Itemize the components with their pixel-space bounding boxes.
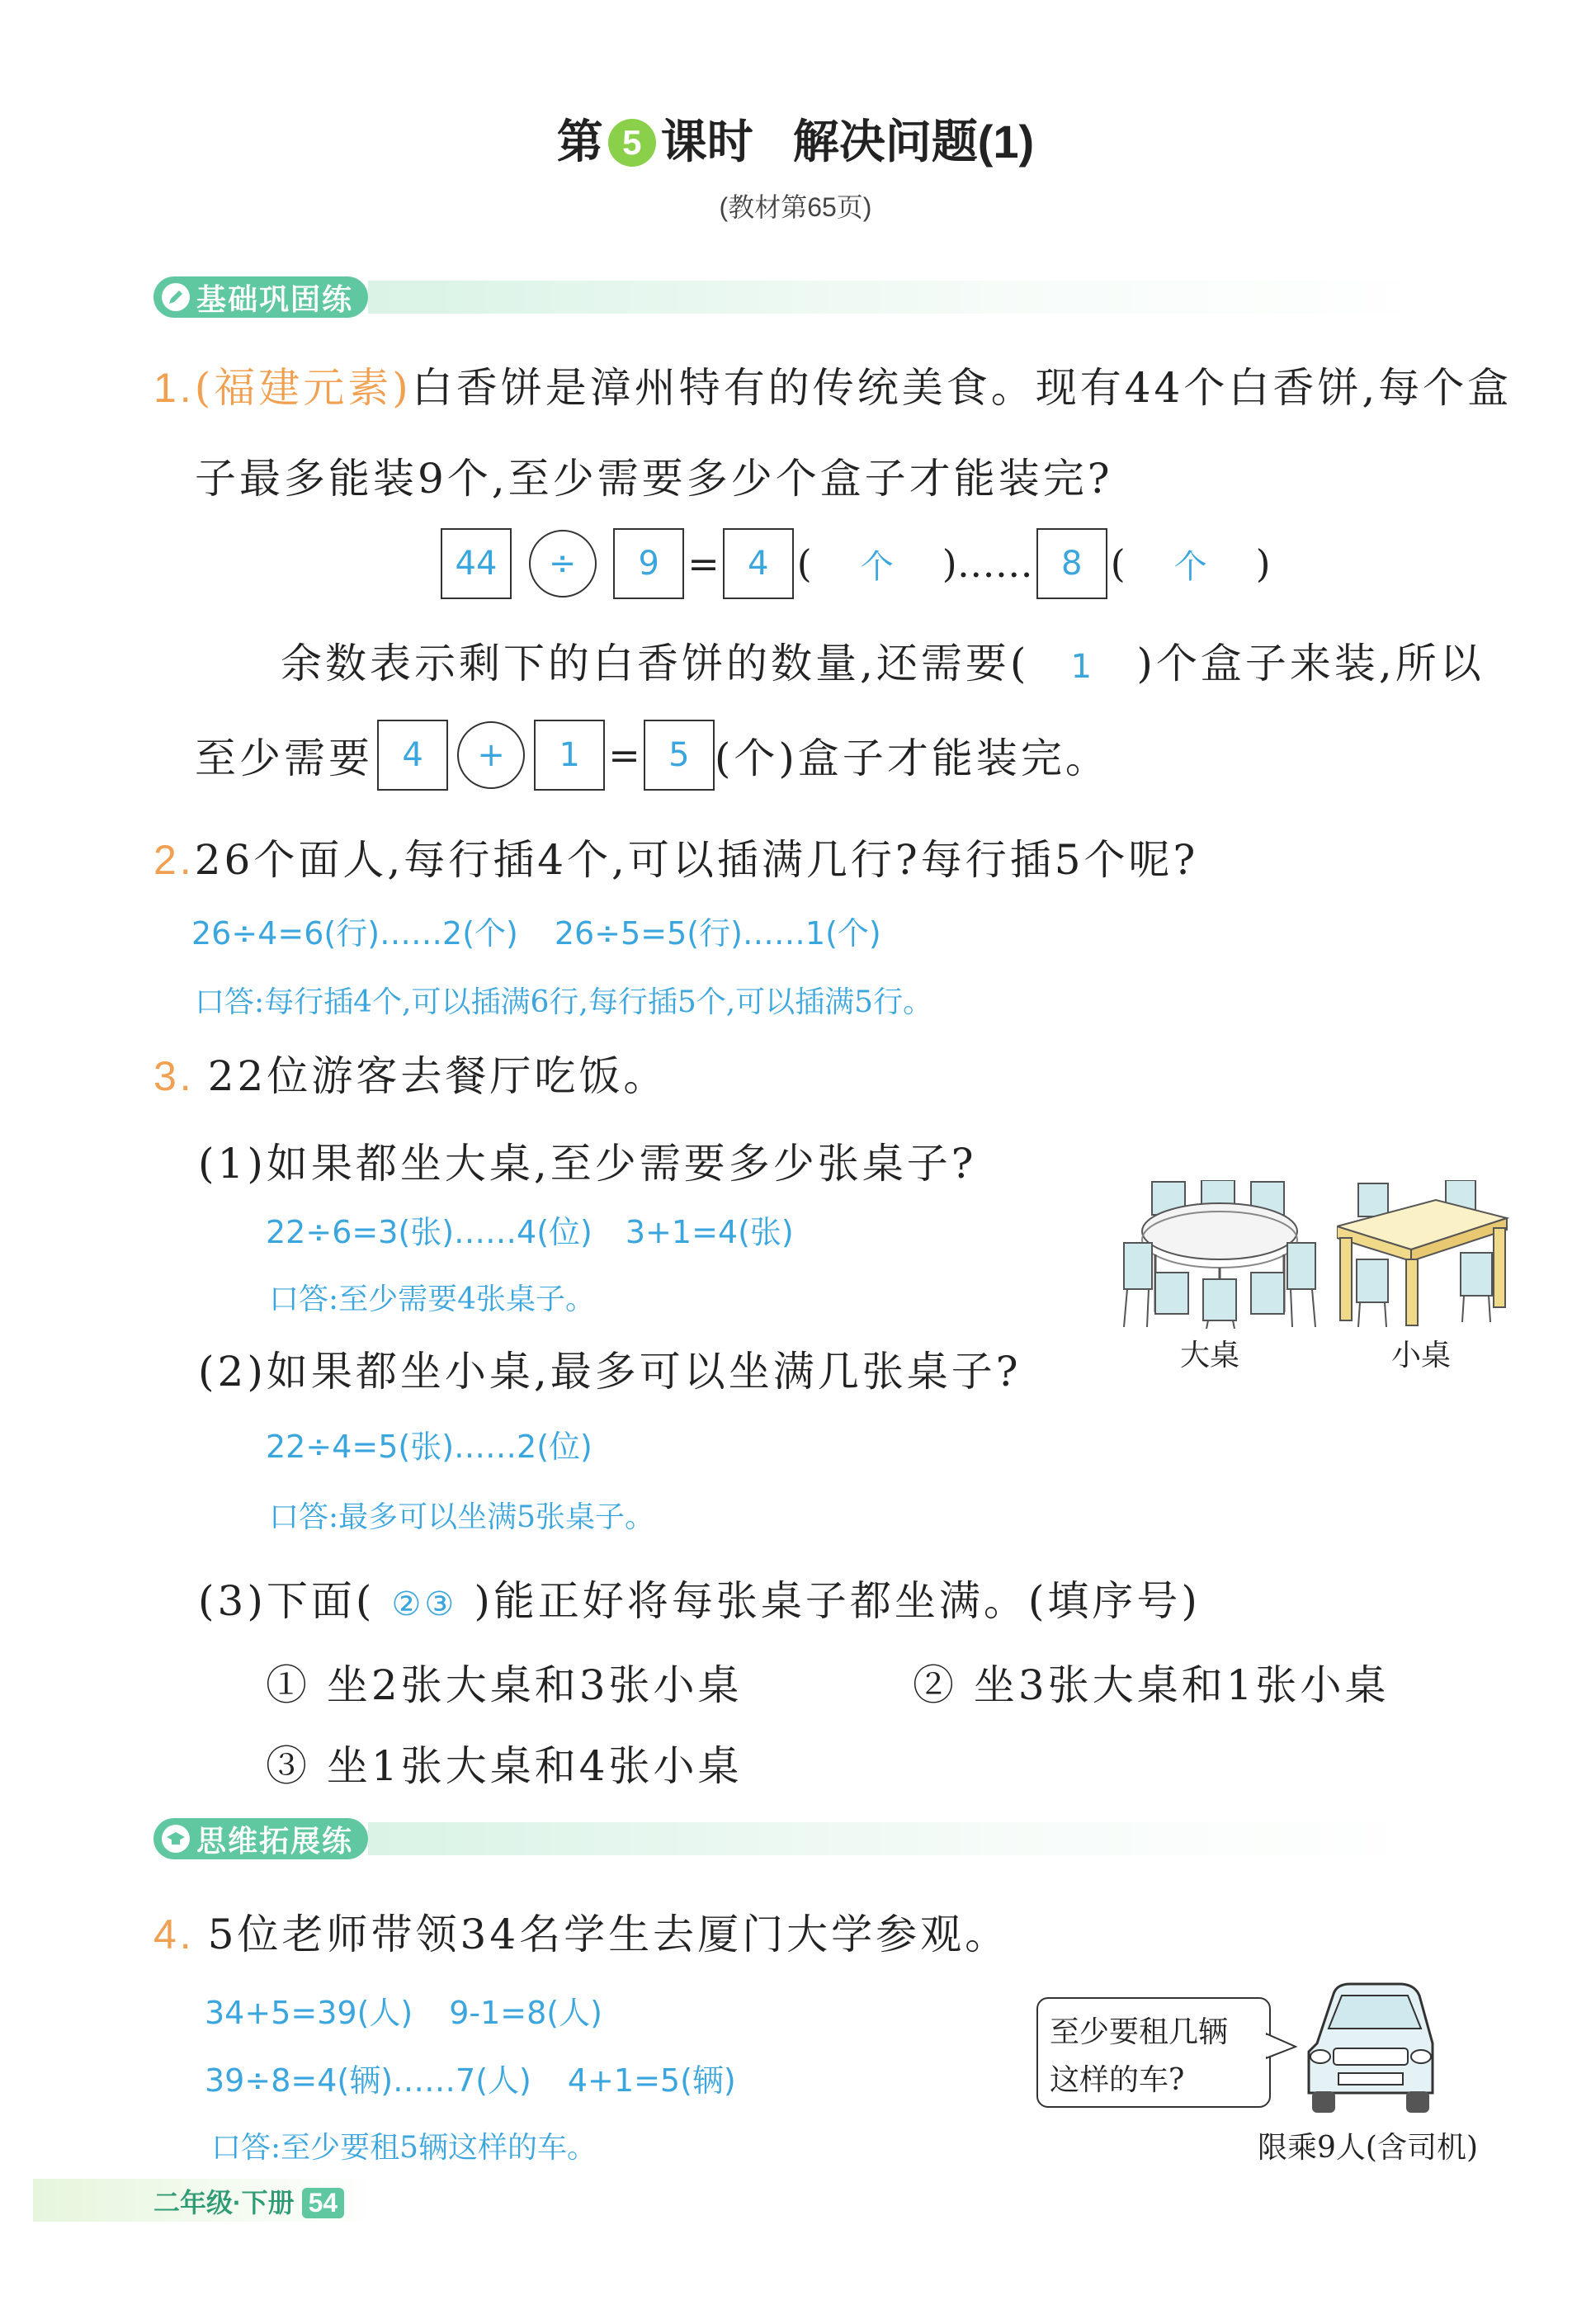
q3-option-3: ③ 坐1张大桌和4张小桌 bbox=[266, 1742, 743, 1790]
q3-part1-answer-1b: 3+1=4(张) bbox=[625, 1214, 794, 1250]
q4-text: 5位老师带领34名学生去厦门大学参观。 bbox=[207, 1911, 1010, 1958]
lesson-number-badge: 5 bbox=[608, 119, 656, 167]
section-banner-basic bbox=[153, 276, 1449, 319]
footer bbox=[153, 2182, 344, 2220]
q3-option-2: ② 坐3张大桌和1张小桌 bbox=[913, 1661, 1390, 1709]
title-lesson-word: 课时 bbox=[660, 116, 753, 168]
speech-bubble-line2: 这样的车? bbox=[1050, 2063, 1185, 2097]
q3-part1: (1)如果都坐大桌,至少需要多少张桌子? bbox=[198, 1140, 977, 1188]
q3-part1-answer-1a: 22÷6=3(张)……4(位) bbox=[266, 1214, 592, 1250]
speech-bubble-line1: 至少要租几辆 bbox=[1050, 2015, 1229, 2049]
section-pill-extension bbox=[153, 1818, 368, 1859]
page-subtitle: (教材第65页) bbox=[719, 192, 872, 222]
q1-eq1-quotient: 4 bbox=[723, 528, 794, 599]
q4-answer-1a: 34+5=39(人) bbox=[205, 1995, 413, 2031]
q1-line3-post: )个盒子来装,所以 bbox=[1136, 640, 1485, 687]
q1-eq1-divisor: 9 bbox=[613, 528, 684, 599]
small-table-label: 小桌 bbox=[1391, 1339, 1452, 1372]
section-label-basic: 基础巩固练 bbox=[196, 282, 354, 317]
big-table-illustration bbox=[1122, 1180, 1317, 1329]
q1-line4-pre: 至少需要 bbox=[195, 735, 373, 782]
q3-option-1: ① 坐2张大桌和3张小桌 bbox=[266, 1661, 743, 1709]
q3-part3-post: )能正好将每张桌子都坐满。(填序号) bbox=[474, 1577, 1201, 1625]
van-illustration bbox=[1301, 1977, 1441, 2118]
q1-number: 1. bbox=[153, 365, 195, 411]
q1-eq2-result: 5 bbox=[644, 720, 715, 791]
q1-eq1-unit2: 个 bbox=[1173, 547, 1207, 586]
footer-grade: 二年级·下册 bbox=[153, 2188, 295, 2218]
q4-answer-2 bbox=[205, 2055, 736, 2100]
q3-part3-pre: (3)下面( bbox=[198, 1577, 375, 1625]
q4-answer-1b: 9-1=8(人) bbox=[449, 1995, 602, 2031]
q1-text1: 白香饼是漳州特有的传统美食。现有44个白香饼,每个盒 bbox=[411, 364, 1513, 412]
q3-number: 3. bbox=[153, 1053, 195, 1099]
q3-part2-answer-2: 口答:最多可以坐满5张桌子。 bbox=[269, 1500, 655, 1534]
q1-line4-post: (个)盒子才能装完。 bbox=[714, 735, 1110, 782]
q3-part1-answer-1 bbox=[266, 1207, 794, 1252]
speech-bubble bbox=[1036, 1997, 1271, 2108]
q1-line2: 子最多能装9个,至少需要多少个盒子才能装完? bbox=[195, 455, 1113, 503]
q1-tag: (福建元素) bbox=[194, 364, 412, 412]
q1-line1 bbox=[153, 355, 1512, 414]
page-title bbox=[0, 106, 1591, 172]
q1-line4 bbox=[195, 720, 1110, 791]
q3-question bbox=[153, 1043, 668, 1103]
q3-text: 22位游客去餐厅吃饭。 bbox=[207, 1052, 668, 1100]
q3-part3 bbox=[198, 1568, 1201, 1627]
section-label-extension: 思维拓展练 bbox=[196, 1824, 354, 1859]
q1-eq1-remainder: 8 bbox=[1036, 528, 1107, 599]
section-banner-extension bbox=[153, 1817, 1449, 1860]
graduation-cap-icon bbox=[162, 1825, 190, 1853]
title-topic: 解决问题(1) bbox=[792, 116, 1035, 168]
q1-eq1-dividend: 44 bbox=[441, 528, 512, 599]
q1-eq1-unit1: 个 bbox=[860, 547, 894, 586]
q2-number: 2. bbox=[153, 837, 195, 883]
q1-eq2-equals: = bbox=[608, 733, 640, 777]
q2-text: 26个面人,每行插4个,可以插满几行?每行插5个呢? bbox=[194, 836, 1199, 884]
q4-answer-1 bbox=[205, 1987, 602, 2033]
q3-part2-answer-1: 22÷4=5(张)……2(位) bbox=[266, 1429, 592, 1465]
speech-bubble-tail bbox=[1266, 2030, 1299, 2063]
q1-eq1-ellipsis: )…… bbox=[942, 541, 1033, 586]
q2-answer-2: 口答:每行插4个,可以插满6行,每行插5个,可以插满5行。 bbox=[195, 985, 933, 1019]
footer-page-number: 54 bbox=[302, 2188, 345, 2218]
q3-part2: (2)如果都坐小桌,最多可以坐满几张桌子? bbox=[198, 1348, 1022, 1396]
q1-eq2-a: 4 bbox=[377, 720, 448, 791]
q2-answer-1 bbox=[191, 908, 881, 953]
q2-question bbox=[153, 827, 1198, 886]
section-pill-basic bbox=[153, 276, 368, 318]
q4-answer-3: 口答:至少要租5辆这样的车。 bbox=[211, 2131, 597, 2165]
q4-number: 4. bbox=[153, 1911, 195, 1958]
big-table-label: 大桌 bbox=[1180, 1339, 1240, 1372]
q3-part3-answer: ②③ bbox=[391, 1585, 458, 1623]
q1-line3-pre: 余数表示剩下的白香饼的数量,还需要( bbox=[281, 640, 1030, 687]
van-capacity-label: 限乘9人(含司机) bbox=[1258, 2131, 1478, 2165]
q1-line3-answer: 1 bbox=[1070, 648, 1096, 686]
title-prefix: 第 bbox=[556, 116, 603, 168]
small-table-illustration bbox=[1337, 1180, 1512, 1329]
q2-answer-1a: 26÷4=6(行)……2(个) bbox=[191, 915, 518, 952]
banner-fade bbox=[368, 281, 1449, 314]
q3-part1-answer-2: 口答:至少需要4张桌子。 bbox=[269, 1282, 596, 1316]
q4-question bbox=[153, 1901, 1009, 1961]
q1-eq2-b: 1 bbox=[534, 720, 605, 791]
q1-eq1-operator: ÷ bbox=[529, 530, 597, 598]
q1-eq2-operator: + bbox=[457, 721, 525, 789]
q1-eq1-equals: = bbox=[687, 541, 720, 586]
q4-answer-2b: 4+1=5(辆) bbox=[567, 2062, 736, 2099]
banner-fade-2 bbox=[368, 1822, 1449, 1855]
q4-answer-2a: 39÷8=4(辆)……7(人) bbox=[205, 2062, 531, 2099]
pencil-icon bbox=[162, 283, 190, 311]
q2-answer-1b: 26÷5=5(行)……1(个) bbox=[554, 915, 881, 952]
q1-line3 bbox=[281, 631, 1485, 690]
q1-equation-1: 44 ÷ 9 = 4 ( 个 )…… 8 ( 个 ) bbox=[441, 528, 1274, 599]
